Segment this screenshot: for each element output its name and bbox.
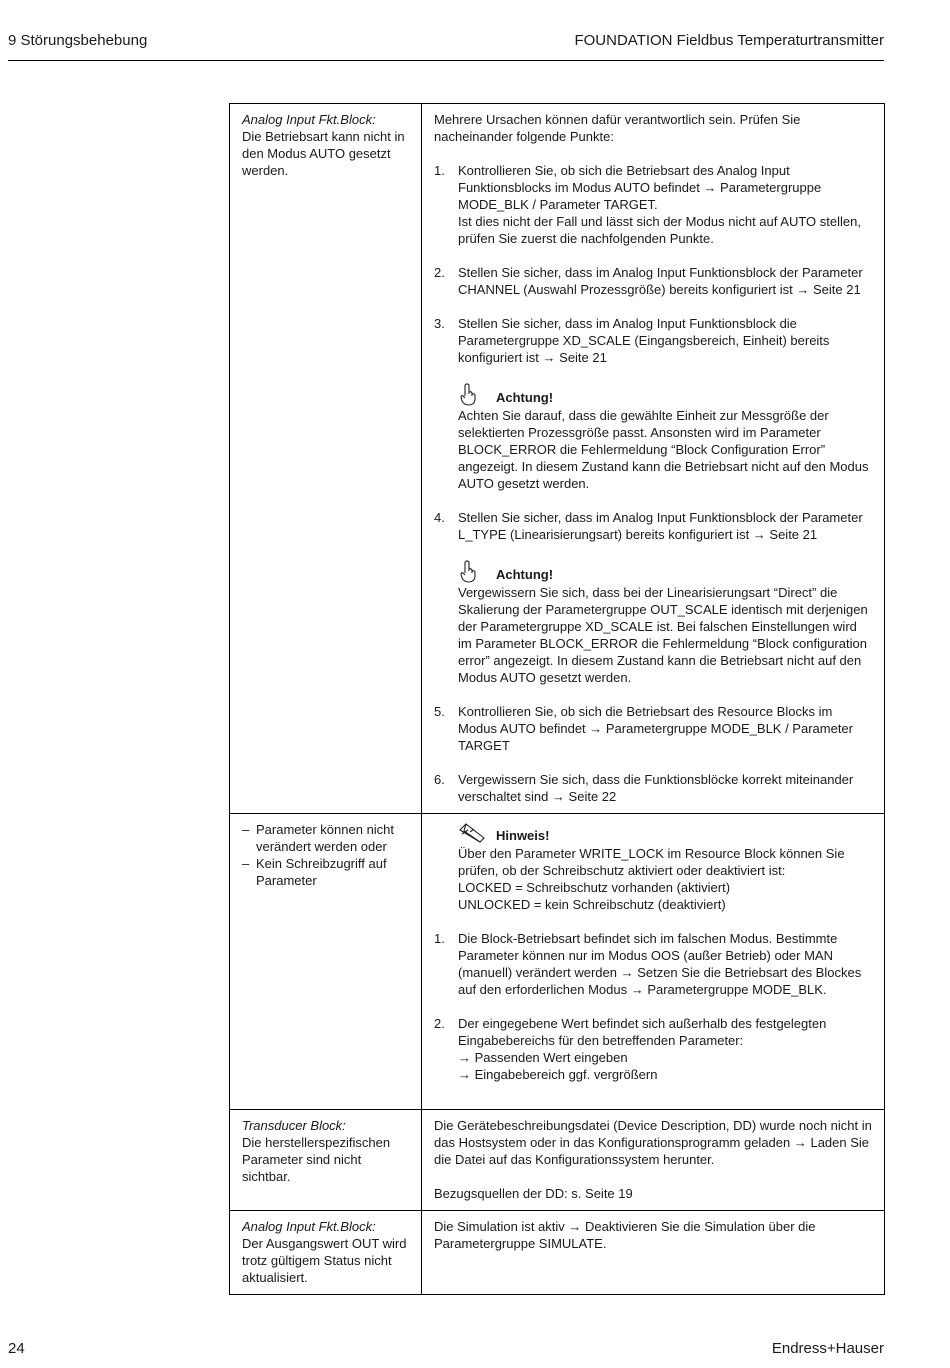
step-number: 5. <box>434 704 445 719</box>
list-item <box>434 509 873 543</box>
chapter-title: 9 Störungsbehebung <box>8 32 148 49</box>
remedy-cell <box>422 104 885 814</box>
list-item <box>434 315 873 366</box>
cause-title: Transducer Block: <box>242 1118 346 1133</box>
remedy-steps <box>434 509 873 543</box>
caution-text: Vergewissern Sie sich, dass bei der Linearisierungsart “Direct” die Skalierung der Parametergruppe OUT_SCALE identisch mit derjenigen der Parametergruppe XD_SCALE ist. Bei falschen Einstellungen wird im Parameter BLOCK_ERROR die Fehlermeldung “Block configuration error” angezeigt. In diesem Zustand kann die Betriebsart nicht auf den Modus AUTO gesetzt werden. <box>458 585 868 685</box>
caution-note <box>434 383 873 492</box>
cause-cell <box>230 814 422 1110</box>
pointing-hand-icon <box>458 383 478 407</box>
page-header <box>8 30 884 61</box>
list-item <box>434 771 873 805</box>
list-item <box>434 264 873 298</box>
brand-logo: Endress+Hauser <box>771 1340 884 1357</box>
step-text: Vergewissern Sie sich, dass die Funktionsblöcke korrekt miteinander verschaltet sind → Seite 22 <box>458 772 854 804</box>
caution-title: Achtung! <box>496 567 554 582</box>
remedy-text: Bezugsquellen der DD: s. Seite 19 <box>434 1186 633 1201</box>
hint-text: UNLOCKED = kein Schreibschutz (deaktiviert) <box>458 897 726 912</box>
cause-cell <box>230 1110 422 1211</box>
page-number: 24 <box>8 1340 25 1357</box>
step-text: Die Block-Betriebsart befindet sich im falschen Modus. Bestimmte Parameter können nur im Modus OOS (außer Betrieb) oder MAN (manuell) verändert werden → Setzen Sie die Betriebsart des Blockes auf den erforderlichen Modus → Parametergruppe MODE_BLK. <box>458 931 862 997</box>
list-item <box>434 703 873 754</box>
hint-text: Über den Parameter WRITE_LOCK im Resource Block können Sie prüfen, ob der Schreibschutz aktiviert oder deaktiviert ist: <box>458 846 845 878</box>
cause-title: Analog Input Fkt.Block: <box>242 112 376 127</box>
remedy-steps <box>434 162 873 366</box>
troubleshooting-table <box>229 103 885 1295</box>
step-text: Stellen Sie sicher, dass im Analog Input Funktionsblock die Parametergruppe XD_SCALE (Eingangsbereich, Einheit) bereits konfiguriert ist → Seite 21 <box>458 316 830 365</box>
remedy-cell <box>422 814 885 1110</box>
step-text: Ist dies nicht der Fall und lässt sich der Modus nicht auf AUTO stellen, prüfen Sie zuerst die nachfolgenden Punkte. <box>458 214 861 246</box>
cause-text: Die Betriebsart kann nicht in den Modus AUTO gesetzt werden. <box>242 129 405 178</box>
remedy-steps <box>434 703 873 805</box>
cause-title: Analog Input Fkt.Block: <box>242 1219 376 1234</box>
document-title: FOUNDATION Fieldbus Temperaturtransmitter <box>574 32 884 49</box>
step-number: 1. <box>434 163 445 178</box>
table-row <box>230 1110 885 1211</box>
step-number: 2. <box>434 265 445 280</box>
table-row <box>230 104 885 814</box>
cause-cell <box>230 1211 422 1295</box>
caution-text: Achten Sie darauf, dass die gewählte Einheit zur Messgröße der selektierten Prozessgröße passt. Ansonsten wird im Parameter BLOCK_ERROR die Fehlermeldung “Block Configuration Error” angezeigt. In diesem Zustand kann die Betriebsart nicht auf den Modus AUTO gesetzt werden. <box>458 408 869 491</box>
cause-text: Der Ausgangswert OUT wird trotz gültigem Status nicht aktualisiert. <box>242 1236 407 1285</box>
step-number: 4. <box>434 510 445 525</box>
table-row <box>230 814 885 1110</box>
cause-item: – Parameter können nicht verändert werden oder <box>242 822 395 854</box>
remedy-intro: Mehrere Ursachen können dafür verantwortlich sein. Prüfen Sie nacheinander folgende Punkte: <box>434 112 801 144</box>
remedy-text: Die Gerätebeschreibungsdatei (Device Description, DD) wurde noch nicht in das Hostsystem oder in das Konfigurationsprogramm geladen → Laden Sie die Datei auf das Konfigurationssystem herunter. <box>434 1118 872 1167</box>
remedy-steps <box>434 930 873 1083</box>
remedy-cell <box>422 1110 885 1211</box>
cause-item: – Kein Schreibzugriff auf Parameter <box>242 856 387 888</box>
hint-note <box>434 821 873 913</box>
remedy-text: Die Simulation ist aktiv → Deaktivieren Sie die Simulation über die Parametergruppe SIMULATE. <box>434 1219 816 1251</box>
hint-text: LOCKED = Schreibschutz vorhanden (aktiviert) <box>458 880 731 895</box>
step-subitem: → Passenden Wert eingeben <box>458 1050 628 1065</box>
pencil-icon <box>458 821 486 845</box>
step-text: Stellen Sie sicher, dass im Analog Input Funktionsblock der Parameter L_TYPE (Linearisierungsart) bereits konfiguriert ist → Seite 21 <box>458 510 863 542</box>
step-number: 6. <box>434 772 445 787</box>
caution-note <box>434 560 873 686</box>
step-number: 2. <box>434 1016 445 1031</box>
step-text: Kontrollieren Sie, ob sich die Betriebsart des Analog Input Funktionsblocks im Modus AUTO befindet → Parametergruppe MODE_BLK / Parameter TARGET. <box>458 163 822 212</box>
list-item <box>434 1015 873 1083</box>
step-subitem: → Eingabebereich ggf. vergrößern <box>458 1067 658 1082</box>
list-item <box>434 162 873 247</box>
hint-title: Hinweis! <box>496 828 550 843</box>
pointing-hand-icon <box>458 560 478 584</box>
step-text: Stellen Sie sicher, dass im Analog Input Funktionsblock der Parameter CHANNEL (Auswahl Prozessgröße) bereits konfiguriert ist → Seite 21 <box>458 265 863 297</box>
step-number: 3. <box>434 316 445 331</box>
remedy-cell <box>422 1211 885 1295</box>
step-text: Kontrollieren Sie, ob sich die Betriebsart des Resource Blocks im Modus AUTO befindet → Parametergruppe MODE_BLK / Parameter TARGET <box>458 704 853 753</box>
caution-title: Achtung! <box>496 390 554 405</box>
table-row <box>230 1211 885 1295</box>
cause-text: Die herstellerspezifischen Parameter sind nicht sichtbar. <box>242 1135 391 1184</box>
list-item <box>434 930 873 998</box>
cause-cell <box>230 104 422 814</box>
step-number: 1. <box>434 931 445 946</box>
step-text: Der eingegebene Wert befindet sich außerhalb des festgelegten Eingabebereichs für den betreffenden Parameter: <box>458 1016 827 1048</box>
